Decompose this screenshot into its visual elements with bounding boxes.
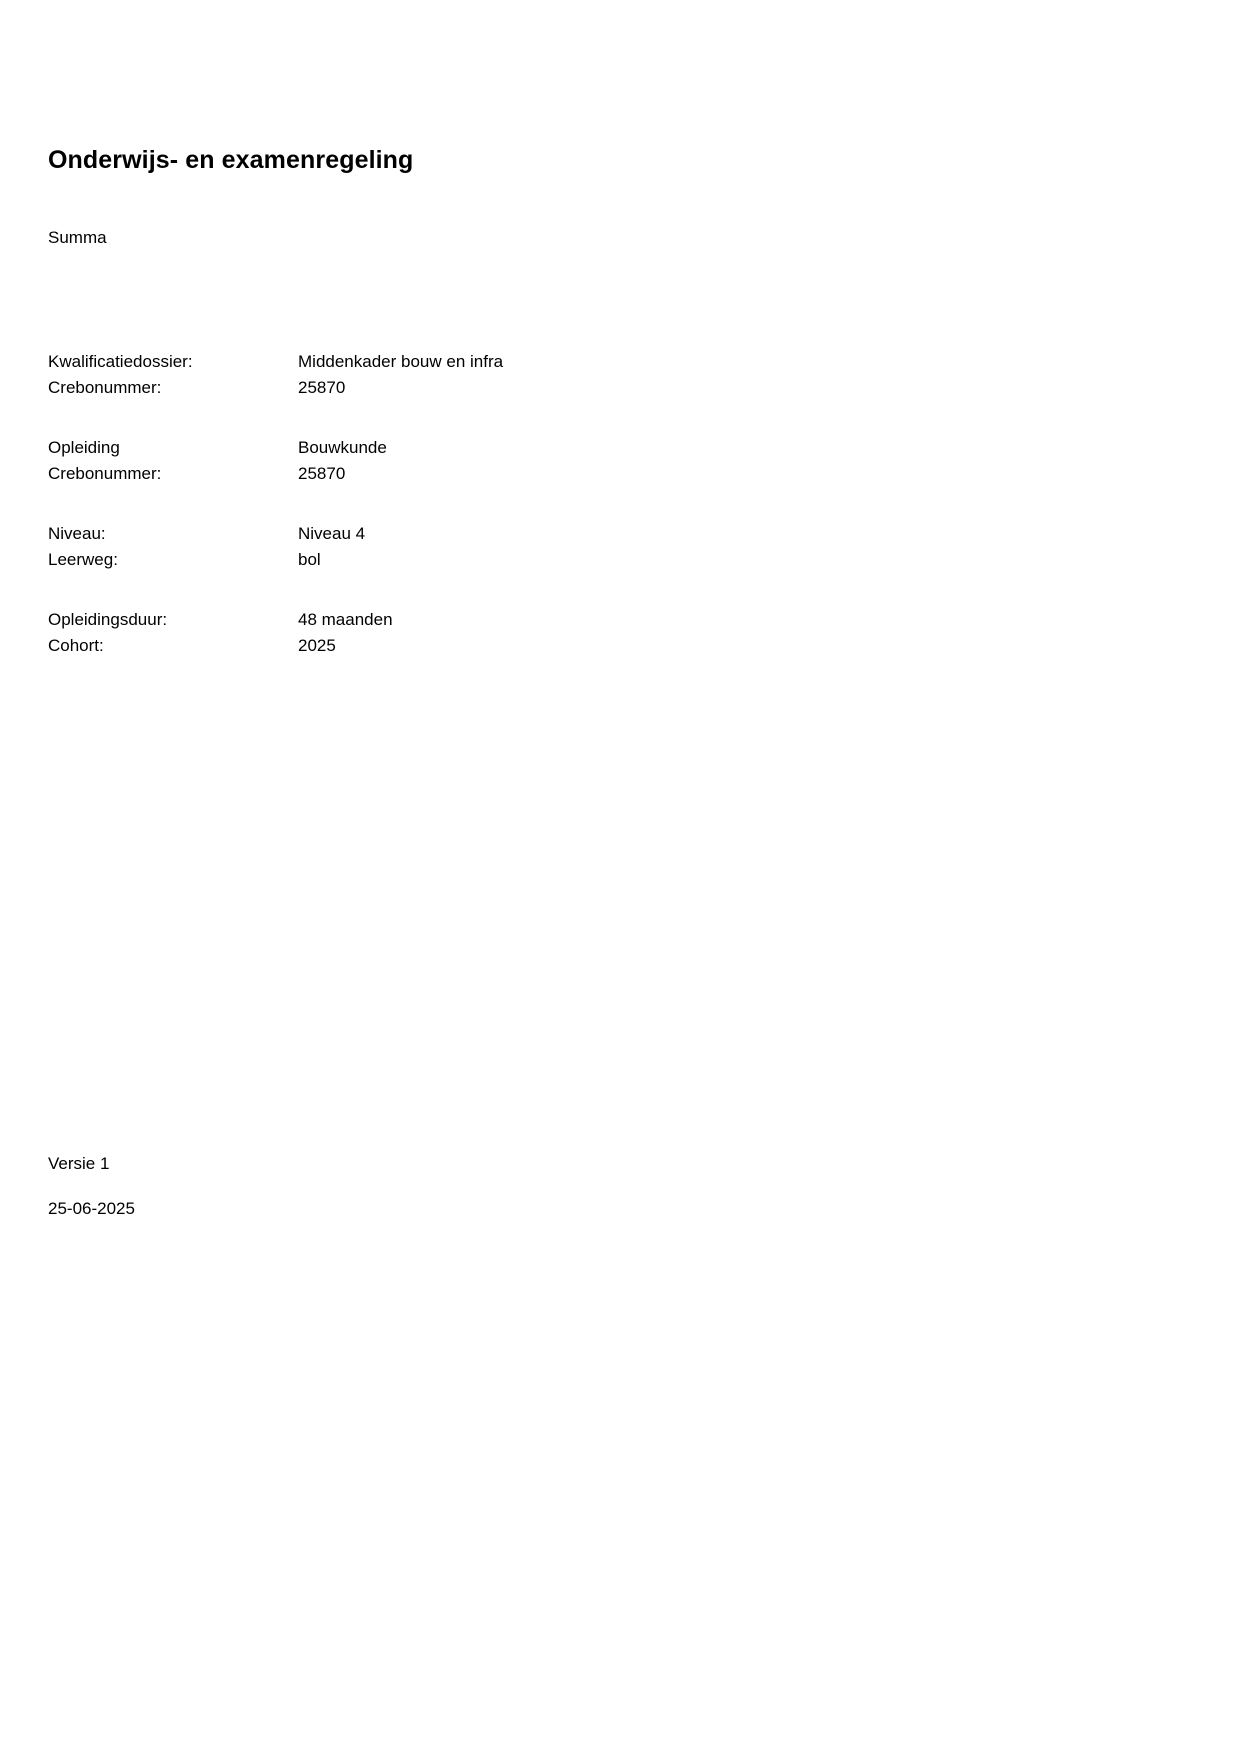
metadata-label: Opleidingsduur:: [48, 610, 168, 629]
metadata-label: Crebonummer:: [48, 464, 162, 483]
metadata-label: Leerweg:: [48, 550, 118, 569]
metadata-row: [48, 462, 688, 488]
metadata-row: [48, 436, 688, 462]
metadata-value: bol: [298, 550, 321, 569]
metadata-label: Niveau:: [48, 524, 106, 543]
metadata-value: 2025: [298, 636, 336, 655]
metadata-value: Bouwkunde: [298, 438, 387, 457]
metadata-label: Cohort:: [48, 636, 104, 655]
metadata-value: 25870: [298, 378, 346, 397]
metadata-label: Crebonummer:: [48, 378, 162, 397]
metadata-row: [48, 608, 688, 634]
document-footer: [48, 1152, 135, 1221]
metadata-row: [48, 548, 688, 574]
metadata-value: Middenkader bouw en infra: [298, 352, 504, 371]
metadata-row: [48, 350, 688, 376]
metadata-group-opleiding: [48, 436, 688, 488]
metadata-value: Niveau 4: [298, 524, 366, 543]
date-label: 25-06-2025: [48, 1198, 135, 1218]
page-title: Onderwijs- en examenregeling: [48, 145, 414, 174]
metadata-row: [48, 634, 688, 660]
metadata-row: [48, 522, 688, 548]
metadata-group-opleidingsduur: [48, 608, 688, 660]
metadata-group-niveau: [48, 522, 688, 574]
metadata-value: 25870: [298, 464, 346, 483]
organization-name: Summa: [48, 228, 107, 247]
metadata-group-kwalificatiedossier: [48, 350, 688, 402]
metadata-label: Kwalificatiedossier:: [48, 352, 193, 371]
metadata-row: [48, 376, 688, 402]
metadata-value: 48 maanden: [298, 610, 393, 629]
metadata-block: [48, 350, 688, 660]
version-label: Versie 1: [48, 1154, 110, 1173]
metadata-label: Opleiding: [48, 438, 120, 457]
